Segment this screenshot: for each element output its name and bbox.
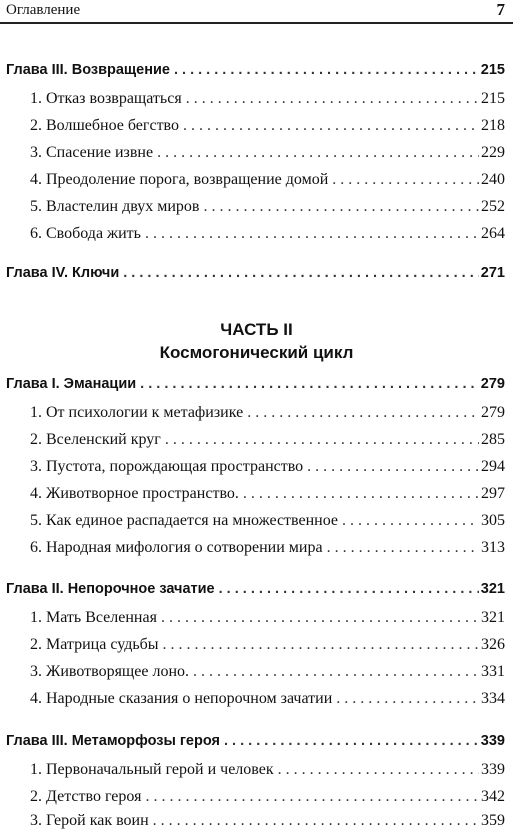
toc-item-row[interactable] <box>0 171 513 195</box>
toc-item-row[interactable] <box>0 663 513 687</box>
item-page: 305 <box>481 512 505 529</box>
page-number: 7 <box>496 0 505 19</box>
toc-item-row[interactable] <box>0 539 513 563</box>
item-page: 297 <box>481 485 505 502</box>
item-title: 6. Народная мифология о сотворении мира <box>30 539 323 556</box>
dot-leader <box>327 539 479 557</box>
item-title: 1. От психологии к метафизике <box>30 404 244 421</box>
toc-item-row[interactable] <box>0 117 513 141</box>
dot-leader <box>183 117 479 135</box>
item-title: 5. Властелин двух миров <box>30 198 200 215</box>
toc-item-row[interactable] <box>0 90 513 114</box>
dot-leader <box>163 636 479 654</box>
item-page: 342 <box>481 788 505 805</box>
part-number: ЧАСТЬ II <box>220 320 293 339</box>
dot-leader <box>140 376 479 392</box>
dot-leader <box>278 761 479 779</box>
item-page: 229 <box>481 144 505 161</box>
item-title: 2. Детство героя <box>30 788 142 805</box>
dot-leader <box>336 690 479 708</box>
running-header-title: Оглавление <box>6 2 81 18</box>
item-title: 5. Как единое распадается на множественное <box>30 512 339 529</box>
dot-leader <box>193 663 479 681</box>
chapter-title: Глава II. Непорочное зачатие <box>6 581 215 597</box>
part-title: Космогонический цикл <box>159 343 354 362</box>
toc-item-row[interactable] <box>0 144 513 168</box>
item-page: 339 <box>481 761 505 778</box>
dot-leader <box>224 733 479 749</box>
dot-leader <box>123 265 479 281</box>
dot-leader <box>157 144 479 162</box>
item-page: 264 <box>481 225 505 242</box>
item-title: 3. Пустота, порождающая пространство <box>30 458 304 475</box>
item-title: 1. Отказ возвращаться <box>30 90 182 107</box>
dot-leader <box>342 512 479 530</box>
item-title: 3. Герой как воин <box>30 812 149 829</box>
dot-leader <box>174 62 479 78</box>
toc-chapter-row[interactable] <box>0 62 513 86</box>
item-page: 215 <box>481 90 505 107</box>
toc-item-row[interactable] <box>0 690 513 714</box>
item-title: 3. Животворящее лоно. <box>30 663 189 680</box>
toc-item-row[interactable] <box>0 225 513 249</box>
toc-item-row[interactable] <box>0 636 513 660</box>
toc-chapter-row[interactable] <box>0 581 513 605</box>
chapter-title: Глава III. Возвращение <box>6 62 170 78</box>
item-title: 4. Преодоление порога, возвращение домой <box>30 171 329 188</box>
item-page: 279 <box>481 404 505 421</box>
item-title: 2. Вселенский круг <box>30 431 161 448</box>
chapter-page: 339 <box>480 733 505 749</box>
toc-item-row[interactable] <box>0 485 513 509</box>
dot-leader <box>165 431 479 449</box>
toc-item-row[interactable] <box>0 512 513 536</box>
item-page: 285 <box>481 431 505 448</box>
item-title: 4. Животворное пространство. <box>30 485 239 502</box>
item-page: 294 <box>481 458 505 475</box>
dot-leader <box>332 171 479 189</box>
chapter-title: Глава III. Метаморфозы героя <box>6 733 220 749</box>
toc-item-row[interactable] <box>0 458 513 482</box>
toc-item-row[interactable] <box>0 431 513 455</box>
header-divider <box>0 22 513 24</box>
dot-leader <box>145 225 479 243</box>
item-page: 326 <box>481 636 505 653</box>
item-title: 6. Свобода жить <box>30 225 141 242</box>
item-page: 359 <box>481 812 505 829</box>
toc-item-row[interactable] <box>0 788 513 812</box>
chapter-title: Глава I. Эманации <box>6 376 137 392</box>
toc-chapter-row[interactable] <box>0 376 513 400</box>
dot-leader <box>243 485 479 503</box>
dot-leader <box>145 788 479 806</box>
page-header <box>0 0 513 24</box>
chapter-title: Глава IV. Ключи <box>6 265 120 281</box>
dot-leader <box>161 609 479 627</box>
dot-leader <box>203 198 479 216</box>
chapter-page: 321 <box>480 581 505 597</box>
toc-chapter-row[interactable] <box>0 265 513 289</box>
item-page: 240 <box>481 171 505 188</box>
item-page: 334 <box>481 690 505 707</box>
chapter-page: 215 <box>480 62 505 78</box>
dot-leader <box>153 812 479 830</box>
toc-item-row[interactable] <box>0 761 513 785</box>
item-page: 321 <box>481 609 505 626</box>
item-page: 313 <box>481 539 505 556</box>
item-page: 331 <box>481 663 505 680</box>
toc-item-row[interactable] <box>0 609 513 633</box>
item-title: 1. Мать Вселенная <box>30 609 157 626</box>
dot-leader <box>186 90 479 108</box>
dot-leader <box>219 581 479 597</box>
item-page: 252 <box>481 198 505 215</box>
item-title: 2. Волшебное бегство <box>30 117 179 134</box>
item-title: 4. Народные сказания о непорочном зачатии <box>30 690 333 707</box>
toc-item-row[interactable] <box>0 404 513 428</box>
item-title: 3. Спасение извне <box>30 144 154 161</box>
dot-leader <box>307 458 479 476</box>
item-title: 1. Первоначальный герой и человек <box>30 761 274 778</box>
dot-leader <box>247 404 479 422</box>
toc-chapter-row[interactable] <box>0 733 513 757</box>
item-title: 2. Матрица судьбы <box>30 636 159 653</box>
chapter-page: 279 <box>480 376 505 392</box>
toc-item-row[interactable] <box>0 812 513 836</box>
item-page: 218 <box>481 117 505 134</box>
toc-item-row[interactable] <box>0 198 513 222</box>
chapter-page: 271 <box>480 265 505 281</box>
